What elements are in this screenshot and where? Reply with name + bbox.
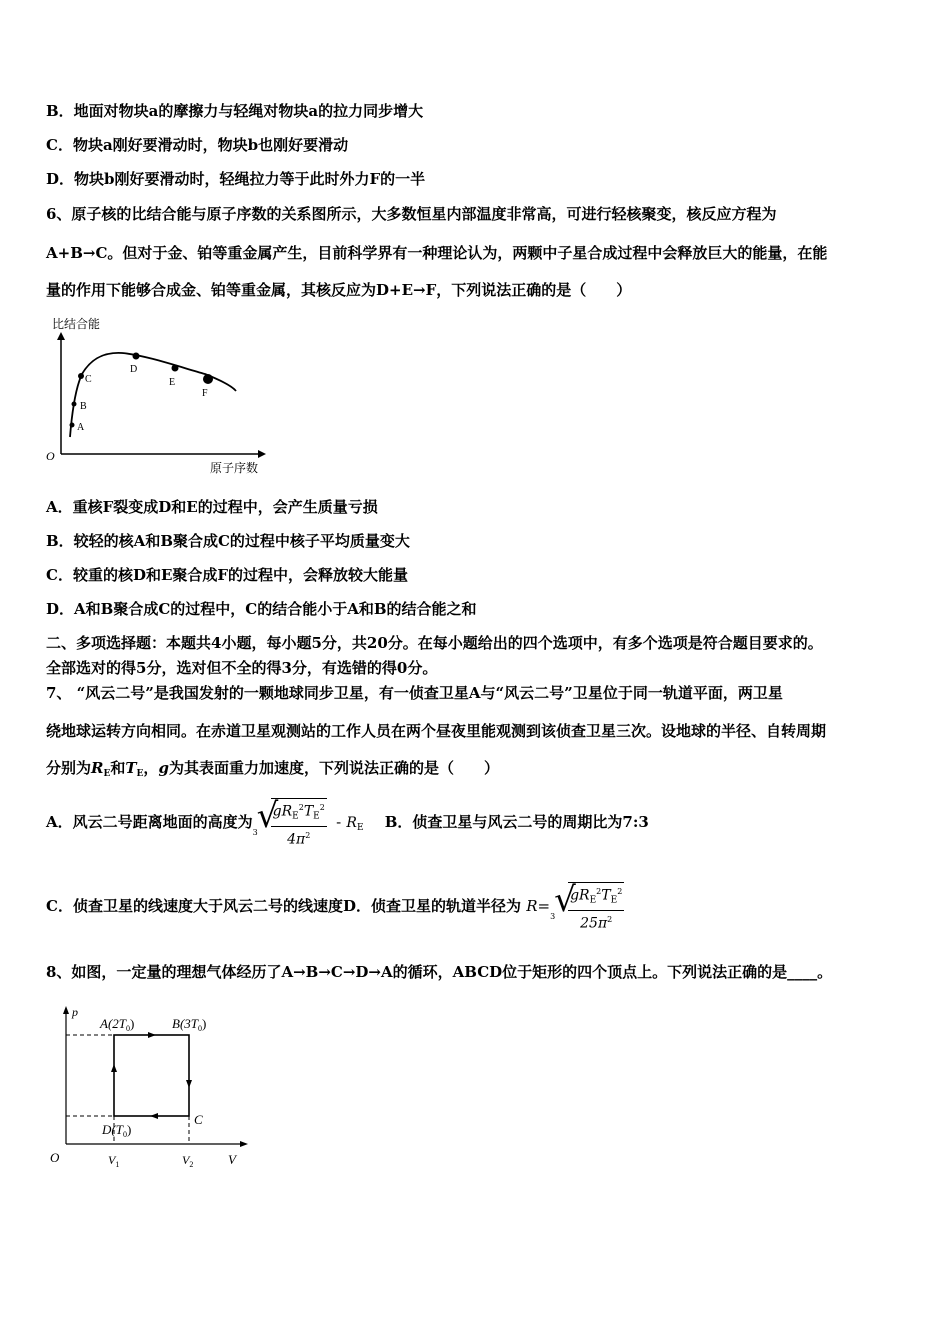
q7-option-a-text: A．风云二号距离地面的高度为 <box>46 813 253 832</box>
point-b <box>72 402 77 407</box>
q6-option-d: D．A和B聚合成C的过程中，C的结合能小于A和B的结合能之和 <box>46 600 477 618</box>
q6-option-b: B．较轻的核A和B聚合成C的过程中核子平均质量变大 <box>46 532 410 550</box>
svg-text:A(2T0): $A(2T_0)$ <box>100 1016 135 1033</box>
point-c <box>78 373 84 379</box>
q7-stem-line2: 绕地球运转方向相同。在赤道卫星观测站的工作人员在两个昼夜里能观测到该侦查卫星三次。设地球的半径、自转周期 <box>46 722 827 740</box>
point-a <box>70 423 75 428</box>
svg-text:V1: $V_1$ <box>108 1153 120 1169</box>
q7-stem-line1: 7、 “风云二号”是我国发射的一颗地球同步卫星，有一侦查卫星A与“风云二号”卫星位于同一轨道平面，两卫星 <box>46 684 783 702</box>
svg-text:V: V <box>228 1152 236 1167</box>
q5-option-d: D．物块b刚好要滑动时，轻绳拉力等于此时外力F的一半 <box>46 170 426 188</box>
q7-option-a-formula: 3 √ $\frac{gR_E^2T_E^2}{4\pi^2}$ <box>252 796 325 848</box>
pv-cycle-graph <box>44 1002 254 1174</box>
svg-text:C: C <box>194 1112 203 1127</box>
point-e <box>172 365 179 372</box>
q6-stem-line3: 量的作用下能够合成金、铂等重金属，其核反应为D+E→F，下列说法正确的是（ ） <box>46 281 632 299</box>
binding-energy-graph <box>40 312 280 478</box>
q7-option-row-cd: C．侦查卫星的线速度大于风云二号的线速度D．侦查卫星的轨道半径为 R= 3 √ $\frac{gR_E^2T_E^2}{25\pi^2}$ <box>46 880 623 932</box>
q5-option-c: C．物块a刚好要滑动时，物块b也刚好要滑动 <box>46 136 349 154</box>
q7-stem-line3: 分别为$R_E$和$T_E$，g为其表面重力加速度，下列说法正确的是（ ） <box>46 759 499 779</box>
point-f <box>203 374 213 384</box>
svg-text:p: p <box>72 1005 78 1019</box>
q6-option-a: A．重核F裂变成D和E的过程中，会产生质量亏损 <box>46 498 378 516</box>
section2-header-line2: 全部选对的得5分，选对但不全的得3分，有选错的得0分。 <box>46 659 438 677</box>
svg-text:B(3T0): $B(3T_0)$ <box>172 1016 207 1033</box>
label-f: F <box>202 388 208 399</box>
q6-stem-line1: 6、原子核的比结合能与原子序数的关系图所示，大多数恒星内部温度非常高，可进行轻核聚变，核反应方程为 <box>46 205 777 223</box>
label-b: B <box>80 401 87 412</box>
svg-text:D(T0): $D(T_0)$ <box>102 1122 132 1139</box>
q8-stem: 8、如图，一定量的理想气体经历了A→B→C→D→A的循环，ABCD位于矩形的四个顶点上。下列说法正确的是____。 <box>46 963 833 981</box>
svg-text:O: O <box>50 1150 60 1165</box>
label-e: E <box>169 377 176 388</box>
q7-option-row-ab: A．风云二号距离地面的高度为 3 √ $\frac{gR_E^2T_E^2}{4\pi^2}$ - $R_E$ B．侦查卫星与风云二号的周期比为7:3 <box>46 796 649 848</box>
label-a: A <box>77 422 85 433</box>
section2-header-line1: 二、多项选择题：本题共4小题，每小题5分，共20分。在每小题给出的四个选项中，有多个选项是符合题目要求的。 <box>46 634 823 652</box>
label-d: D <box>130 364 138 375</box>
q6-stem-line2: A+B→C。但对于金、铂等重金属产生，目前科学界有一种理论认为，两颗中子星合成过程中会释放巨大的能量，在能 <box>46 244 828 262</box>
point-d <box>133 353 140 360</box>
graph-x-label: 原子序数 <box>210 461 259 475</box>
q7-option-d-text: D．侦查卫星的轨道半径为 <box>342 897 521 916</box>
q5-option-b: B．地面对物块a的摩擦力与轻绳对物块a的拉力同步增大 <box>46 102 424 120</box>
q7-option-c: C．侦查卫星的线速度大于风云二号的线速度 <box>46 897 343 916</box>
svg-text:V2: $V_2$ <box>182 1153 194 1169</box>
q7-option-b: B．侦查卫星与风云二号的周期比为7:3 <box>384 813 649 832</box>
graph-y-label: 比结合能 <box>52 317 101 331</box>
q7-option-d-formula: 3 √ $\frac{gR_E^2T_E^2}{25\pi^2}$ <box>550 880 623 932</box>
q6-option-c: C．较重的核D和E聚合成F的过程中，会释放较大能量 <box>46 566 409 584</box>
label-c: C <box>85 374 92 385</box>
graph-origin: O <box>46 449 55 463</box>
